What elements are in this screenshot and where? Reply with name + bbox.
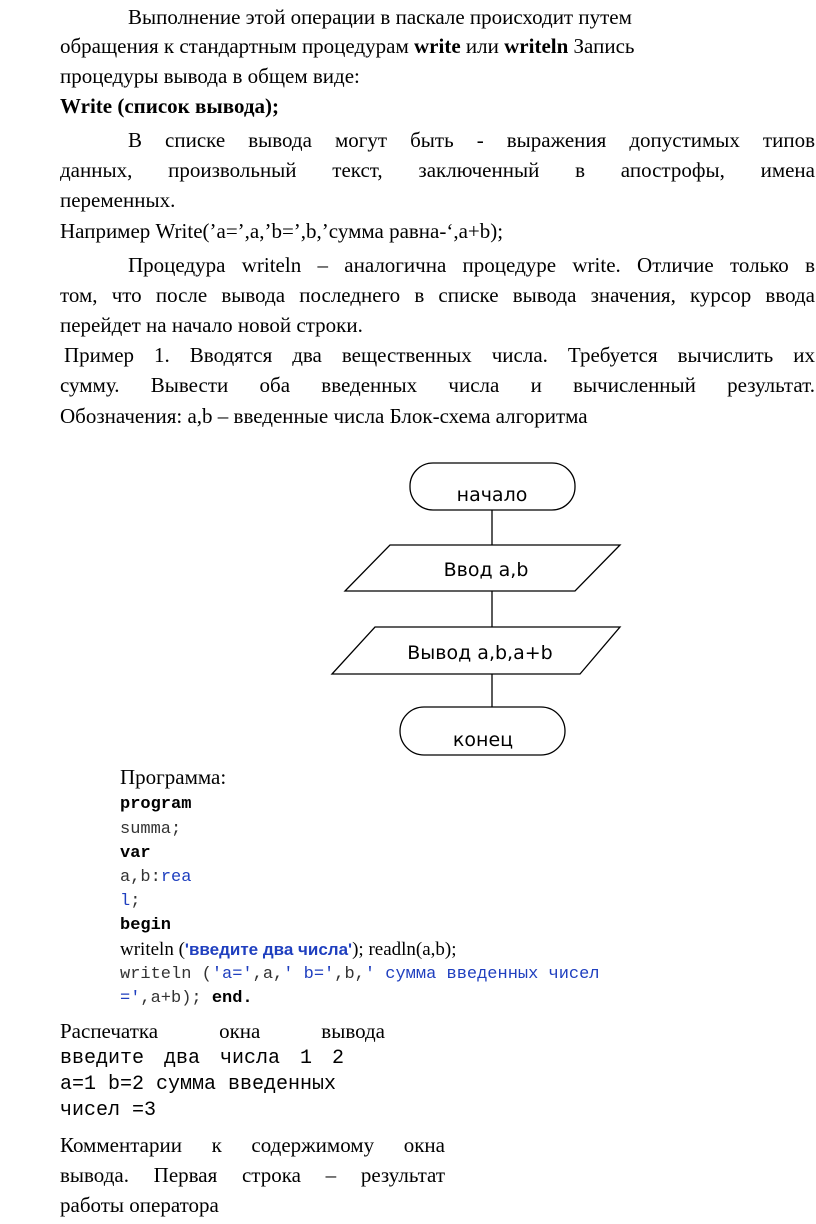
writeln1-suffix: ); readln(a,b); <box>352 939 457 960</box>
writeln2-string-b: ' b=' <box>283 965 335 984</box>
type-real-part2: l <box>120 892 131 911</box>
output-heading-w1: Распечатка <box>60 1019 159 1043</box>
writeln2-end: ,a+b); <box>140 989 212 1008</box>
code-line-vars <box>120 866 191 890</box>
kw-var: var <box>120 844 151 863</box>
var-list: a,b: <box>120 868 161 887</box>
writeln2-string-sum: ' сумма введенных чисел <box>364 965 600 984</box>
code-line-writeln2 <box>120 963 600 987</box>
p4-line2: сумму. Вывести оба введенных числа и вычисленный результат. <box>60 373 815 397</box>
p3-line3: перейдет на начало новой строки. <box>60 313 363 337</box>
p2-line4: Например Write(’a=’,a,’b=’,b,’сумма равна-‘,a+b); <box>60 219 504 243</box>
p3-line1: Процедура writeln – аналогична процедуре write. Отличие только в <box>128 253 815 277</box>
type-real-part1: rea <box>160 868 192 887</box>
p2-line2: данных, произвольный текст, заключенный в апострофы, имена <box>60 158 815 182</box>
output-line3: чисел =3 <box>60 1099 157 1122</box>
p1-line2 <box>60 33 815 60</box>
flowchart <box>320 455 640 765</box>
output-heading <box>60 1018 385 1045</box>
comments-line1: Комментарии к содержимому окна <box>60 1133 445 1157</box>
p1-line1: Выполнение этой операции в паскале происходит путем <box>128 5 632 29</box>
code-line-var <box>120 842 151 866</box>
writeln1-string: 'введите два числа' <box>184 940 353 959</box>
p2-line3: переменных. <box>60 188 176 212</box>
comments-line2: вывода. Первая строка – результат <box>60 1163 445 1187</box>
flow-input-label: Ввод a,b <box>443 559 529 581</box>
writeln2-string-sum-end: =' <box>120 989 141 1008</box>
p4-line1: Пример 1. Вводятся два вещественных числа. Требуется вычислить их <box>64 343 815 367</box>
output-heading-w3: вывода <box>321 1019 385 1043</box>
write-syntax: Write (список вывода); <box>60 94 279 118</box>
writeln2-var-b: ,b, <box>334 965 365 984</box>
p1-or: или <box>460 34 505 58</box>
code-line-program <box>120 793 191 817</box>
code-line-writeln1 <box>120 938 457 962</box>
semicolon: ; <box>130 892 141 911</box>
code-line-name <box>120 818 181 842</box>
code-line-type <box>120 890 140 914</box>
writeln2-string-a: 'a=' <box>211 965 253 984</box>
output-heading-w2: окна <box>219 1019 261 1043</box>
writeln1-prefix: writeln ( <box>120 939 185 960</box>
writeln2-prefix: writeln ( <box>120 965 212 984</box>
program-heading: Программа: <box>120 765 227 789</box>
output-line1: введите два числа 1 2 <box>60 1047 345 1070</box>
comments-line3: работы оператора <box>60 1193 219 1217</box>
p1-suffix: Запись <box>568 34 635 58</box>
keyword-writeln: writeln <box>504 34 569 58</box>
p1-text: обращения к стандартным процедурам <box>60 34 415 58</box>
p2-line1: В списке вывода могут быть - выражения допустимых типов <box>128 128 815 152</box>
p1-line3: процедуры вывода в общем виде: <box>60 64 360 88</box>
flow-output-label: Вывод a,b,a+b <box>407 642 553 664</box>
writeln2-var-a: ,a, <box>252 965 284 984</box>
flow-start-label: начало <box>456 484 528 506</box>
kw-program: program <box>120 795 192 814</box>
output-line2: a=1 b=2 сумма введенных <box>60 1073 337 1096</box>
program-name: summa; <box>120 820 182 839</box>
p3-line2: том, что после вывода последнего в списке вывода значения, курсор ввода <box>60 283 815 307</box>
code-line-begin <box>120 914 171 938</box>
kw-begin: begin <box>120 916 172 935</box>
p4-line3: Обозначения: a,b – введенные числа Блок-схема алгоритма <box>60 404 588 428</box>
flow-end-label: конец <box>452 729 514 751</box>
code-line-end <box>120 987 253 1011</box>
kw-end: end. <box>211 989 253 1008</box>
keyword-write: write <box>414 34 461 58</box>
